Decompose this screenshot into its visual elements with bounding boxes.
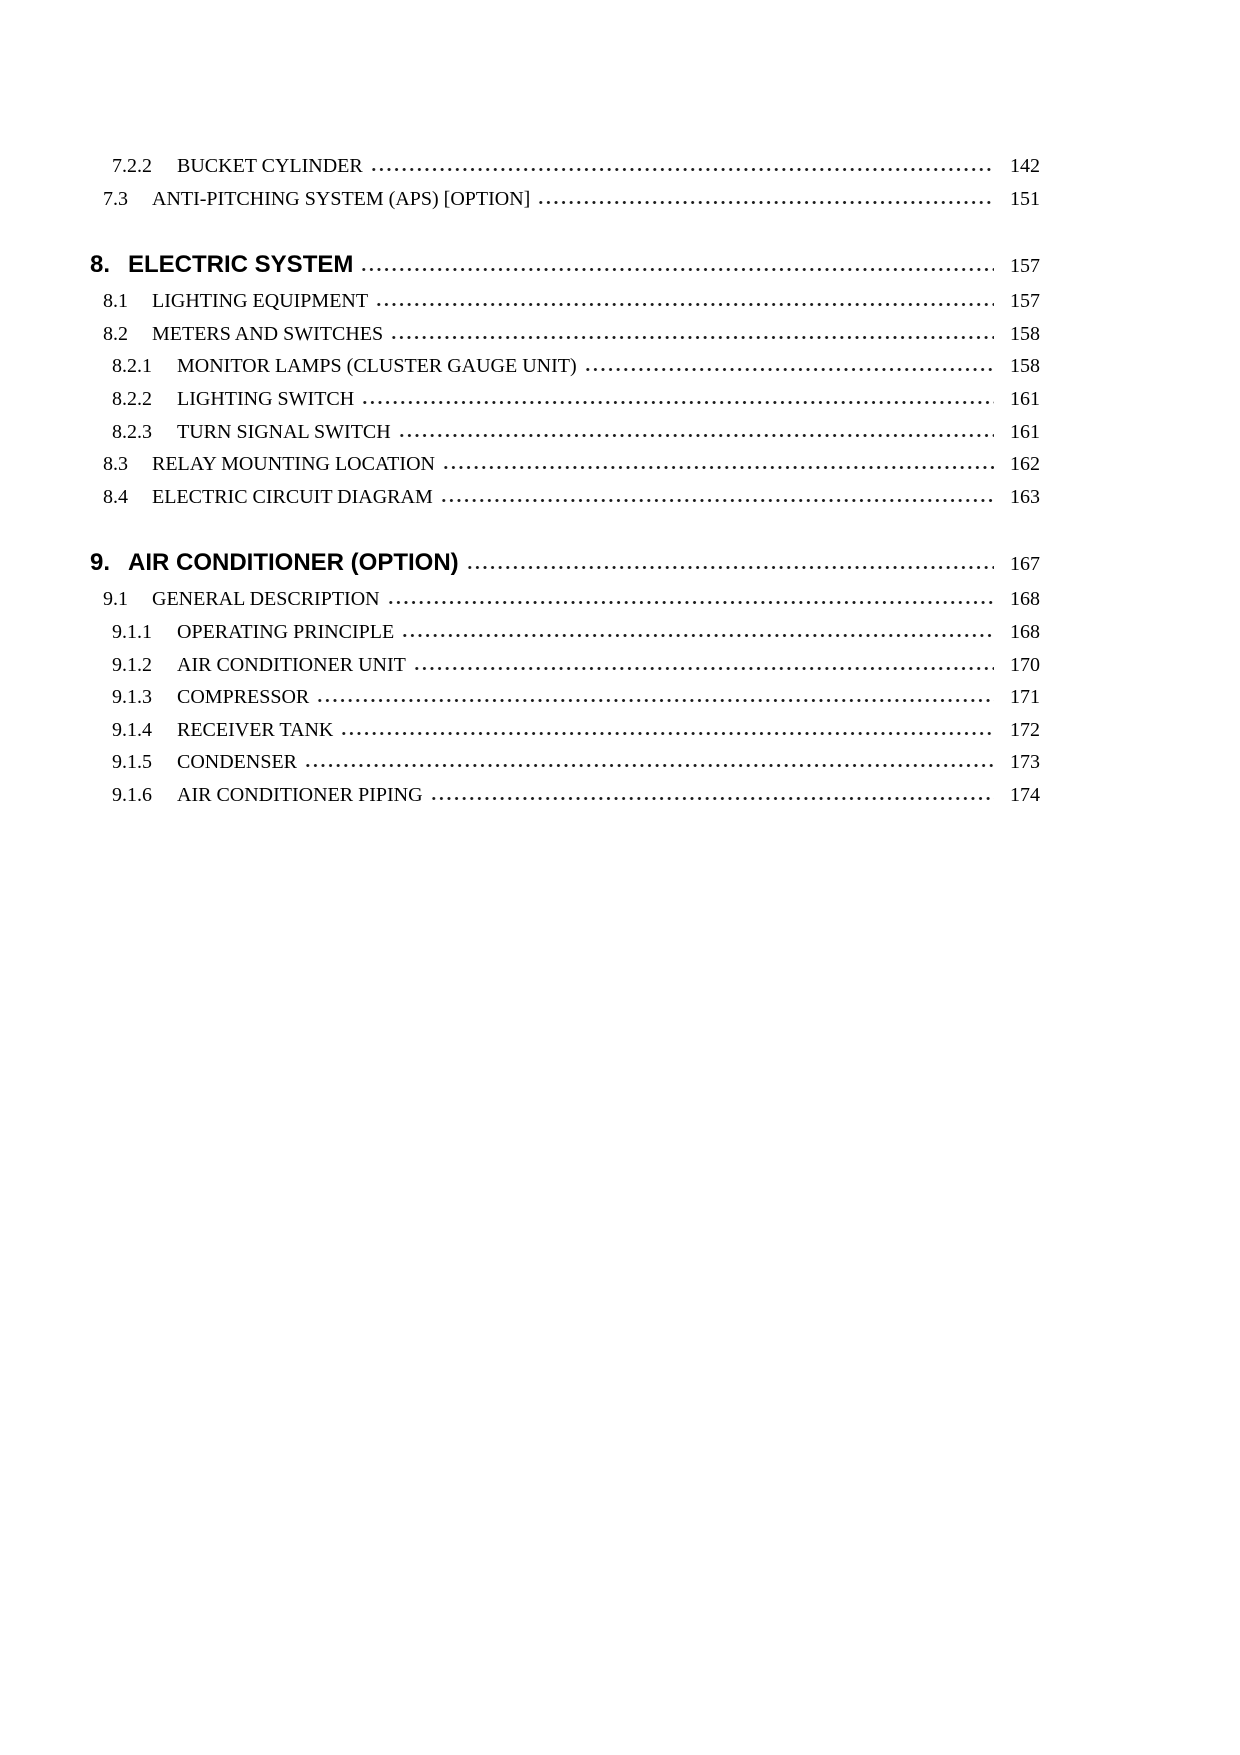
toc-entry — [90, 318, 1040, 351]
toc-page-number: 157 — [1010, 255, 1040, 278]
toc-entry-title: RECEIVER TANK — [177, 718, 334, 741]
toc-entry-title: ANTI-PITCHING SYSTEM (APS) [OPTION] — [152, 187, 531, 210]
dot-leader — [537, 200, 994, 205]
toc-entry-number: 8.2 — [103, 322, 128, 345]
toc-entry — [90, 416, 1040, 449]
toc-entry — [90, 150, 1040, 183]
toc-entry-number: 8.1 — [103, 290, 128, 313]
toc — [90, 150, 1040, 812]
dot-leader — [466, 565, 994, 570]
toc-entry — [90, 616, 1040, 649]
toc-page-number: 142 — [1010, 155, 1040, 177]
toc-page-number: 158 — [1010, 355, 1040, 378]
dot-leader — [375, 302, 994, 307]
dot-leader — [316, 698, 994, 703]
toc-entry-title: BUCKET CYLINDER — [177, 155, 363, 177]
toc-entry-title: ELECTRIC CIRCUIT DIAGRAM — [152, 485, 433, 508]
toc-entry-number: 8.2.2 — [112, 387, 152, 410]
toc-entry-number: 8.2.3 — [112, 420, 152, 443]
toc-page-number: 173 — [1010, 751, 1040, 774]
dot-leader — [413, 666, 994, 671]
toc-entry — [90, 246, 1040, 285]
toc-entry — [90, 746, 1040, 779]
dot-leader — [440, 498, 994, 503]
toc-entry-number: 7.3 — [103, 187, 128, 210]
toc-entry-number: 9.1.4 — [112, 718, 152, 741]
toc-entry — [90, 714, 1040, 747]
dot-leader — [360, 267, 994, 272]
toc-entry-number: 8.4 — [103, 485, 128, 508]
dot-leader — [584, 367, 994, 372]
dot-leader — [442, 465, 994, 470]
toc-page-number: 151 — [1010, 187, 1040, 210]
toc-entry-title: GENERAL DESCRIPTION — [152, 588, 380, 611]
toc-page-number: 161 — [1010, 387, 1040, 410]
toc-entry-number: 8.2.1 — [112, 355, 152, 378]
dot-leader — [401, 633, 994, 638]
toc-entry-number: 9.1.5 — [112, 751, 152, 774]
toc-entry — [90, 285, 1040, 318]
toc-page-number: 174 — [1010, 783, 1040, 806]
toc-entry — [90, 350, 1040, 383]
toc-entry-title: AIR CONDITIONER UNIT — [177, 653, 406, 676]
toc-page-number: 168 — [1010, 588, 1040, 611]
toc-entry-number: 9.1.1 — [112, 620, 152, 643]
toc-entry-title: AIR CONDITIONER PIPING — [177, 783, 423, 806]
toc-page-number: 163 — [1010, 485, 1040, 508]
toc-page-number: 171 — [1010, 686, 1040, 709]
toc-entry — [90, 649, 1040, 682]
dot-leader — [390, 335, 994, 340]
toc-page-number: 172 — [1010, 718, 1040, 741]
toc-page-number: 161 — [1010, 420, 1040, 443]
toc-entry-number: 8. — [90, 251, 111, 279]
toc-entry-number: 9.1.6 — [112, 783, 152, 806]
dot-leader — [370, 167, 994, 172]
toc-entry-title: LIGHTING EQUIPMENT — [152, 290, 369, 313]
toc-entry-number: 9. — [90, 549, 111, 577]
toc-entry-title: OPERATING PRINCIPLE — [177, 620, 395, 643]
toc-entry-title: COMPRESSOR — [177, 686, 310, 709]
toc-entry-number: 9.1.3 — [112, 686, 152, 709]
toc-page-number: 157 — [1010, 290, 1040, 313]
toc-entry — [90, 681, 1040, 714]
toc-page-number: 168 — [1010, 620, 1040, 643]
toc-entry-number: 8.3 — [103, 453, 128, 476]
toc-entry-title: LIGHTING SWITCH — [177, 387, 355, 410]
toc-entry — [90, 481, 1040, 514]
toc-entry — [90, 779, 1040, 812]
toc-entry-number: 9.1 — [103, 588, 128, 611]
toc-page-number: 158 — [1010, 322, 1040, 345]
dot-leader — [340, 731, 994, 736]
dot-leader — [387, 600, 994, 605]
toc-entry-title: MONITOR LAMPS (CLUSTER GAUGE UNIT) — [177, 355, 577, 378]
dot-leader — [398, 433, 994, 438]
toc-page-number: 170 — [1010, 653, 1040, 676]
dot-leader — [361, 400, 994, 405]
toc-page-number: 162 — [1010, 453, 1040, 476]
toc-entry — [90, 383, 1040, 416]
toc-entry — [90, 544, 1040, 583]
toc-entry-title: METERS AND SWITCHES — [152, 322, 384, 345]
toc-entry-number: 7.2.2 — [112, 155, 152, 177]
toc-entry-title: RELAY MOUNTING LOCATION — [152, 453, 435, 476]
toc-entry-number: 9.1.2 — [112, 653, 152, 676]
toc-entry — [90, 183, 1040, 216]
toc-entry — [90, 448, 1040, 481]
toc-entry-title: CONDENSER — [177, 751, 298, 774]
toc-entry-title: TURN SIGNAL SWITCH — [177, 420, 391, 443]
dot-leader — [304, 763, 994, 768]
toc-page-number: 167 — [1010, 553, 1040, 576]
dot-leader — [430, 796, 994, 801]
toc-entry-title: AIR CONDITIONER (OPTION) — [128, 549, 459, 577]
toc-entry-title: ELECTRIC SYSTEM — [128, 251, 354, 279]
toc-entry — [90, 583, 1040, 616]
